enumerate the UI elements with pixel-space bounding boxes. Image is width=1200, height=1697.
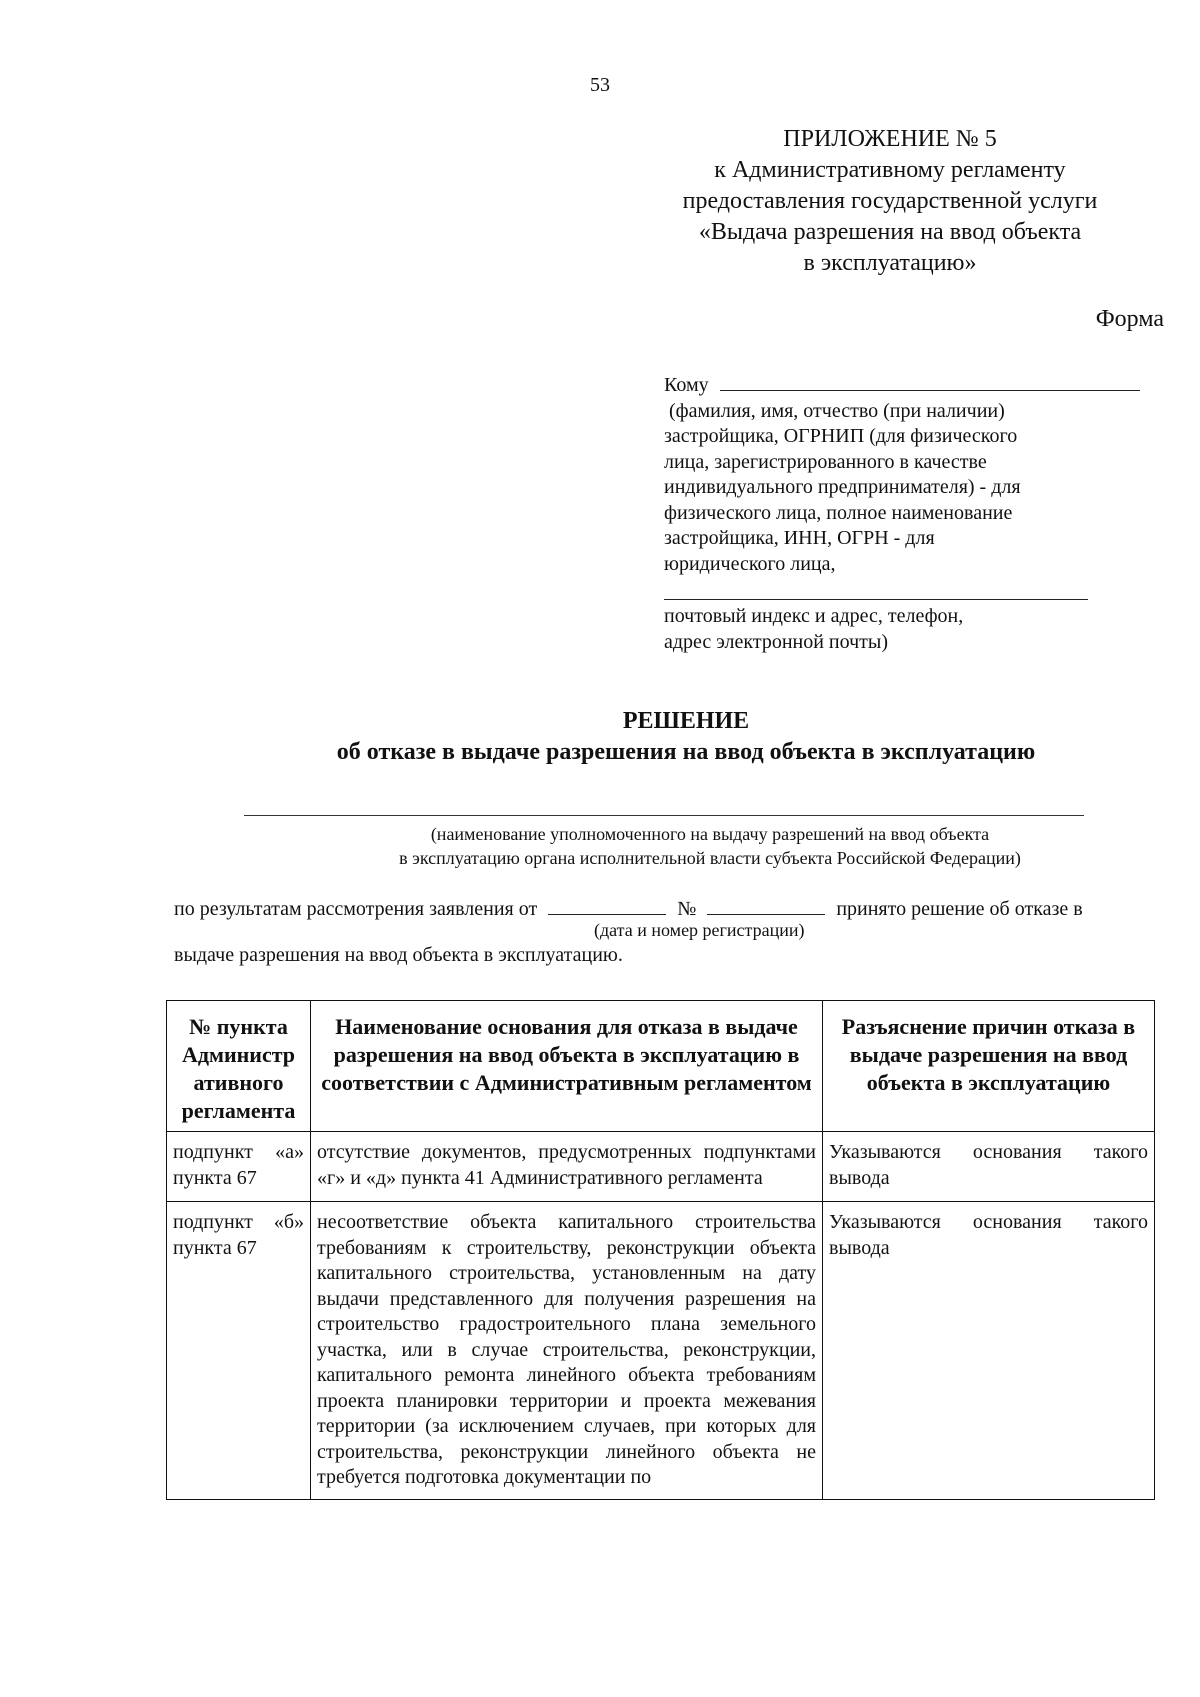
- header-refusal-ground: Наименование основания для отказа в выдаче разрешения на ввод объекта в эксплуатацию в соответствии с Административным регламентом: [311, 1001, 823, 1132]
- statement-caption: (дата и номер регистрации): [594, 920, 805, 940]
- recipient-line: юридического лица,: [664, 552, 836, 575]
- recipient-line: лица, зарегистрированного в качестве: [664, 450, 987, 473]
- date-blank-field: [548, 896, 666, 915]
- statement-part-1: по результатам рассмотрения заявления от: [174, 898, 538, 920]
- recipient-blank-field: [720, 372, 1140, 391]
- table-header-row: [167, 1001, 1155, 1132]
- authority-caption: [340, 822, 1080, 870]
- appendix-line-1: к Административному регламенту: [714, 157, 1066, 183]
- row-ground: отсутствие документов, предусмотренных подпунктами «г» и «д» пункта 41 Административного регламента: [311, 1132, 823, 1202]
- table-row: [167, 1132, 1155, 1202]
- row-item: подпункт «б» пункта 67: [167, 1202, 311, 1500]
- row-explanation: Указываются основания такого вывода: [823, 1132, 1155, 1202]
- number-sign: №: [677, 898, 697, 920]
- recipient-line: застройщика, ОГРНИП (для физического: [664, 425, 1018, 447]
- appendix-header: [640, 124, 1140, 279]
- recipient-line: индивидуального предпринимателя) - для: [664, 476, 1021, 498]
- row-explanation: Указываются основания такого вывода: [823, 1202, 1155, 1500]
- header-explanation: Разъяснение причин отказа в выдаче разрешения на ввод объекта в эксплуатацию: [823, 1001, 1155, 1132]
- table-row: [167, 1202, 1155, 1500]
- row-ground: несоответствие объекта капитального строительства требованиям к строительству, реконструкции объекта капитального строительства, установленным на дату выдачи представленного для получения разрешения на строительство градостроительного плана земельного участка, или в случае строительства, реконструкции, капитального ремонта линейного объекта требованиям проекта планировки территории и проекта межевания территории (за исключением случаев, при которых для строительства, реконструкции линейного объекта не требуется подготовка документации по: [311, 1202, 823, 1500]
- decision-heading: [0, 706, 1200, 768]
- recipient-line: физического лица, полное наименование: [664, 501, 1013, 524]
- authority-caption-line-2: в эксплуатацию органа исполнительной власти субъекта Российской Федерации): [399, 848, 1021, 868]
- recipient-to-line: [664, 372, 1140, 399]
- appendix-line-2: предоставления государственной услуги: [682, 188, 1098, 214]
- recipient-block: [664, 372, 1140, 655]
- address-caption-line: почтовый индекс и адрес, телефон,: [664, 605, 964, 627]
- statement-part-2: принято решение об отказе в: [836, 898, 1083, 920]
- appendix-line-3: «Выдача разрешения на ввод объекта: [698, 219, 1082, 245]
- decision-subtitle: об отказе в выдаче разрешения на ввод объекта в эксплуатацию: [336, 739, 1036, 765]
- number-blank-field: [707, 896, 825, 915]
- recipient-line: (фамилия, имя, отчество (при наличии): [664, 399, 1005, 422]
- appendix-title: ПРИЛОЖЕНИЕ № 5: [783, 126, 997, 152]
- statement-line-1: [174, 896, 1083, 921]
- authority-caption-line-1: (наименование уполномоченного на выдачу разрешений на ввод объекта: [430, 824, 990, 844]
- authority-blank-field: [244, 815, 1084, 816]
- recipient-to-label: Кому: [664, 374, 709, 396]
- appendix-line-4: в эксплуатацию»: [803, 250, 977, 276]
- address-blank-field: [664, 577, 1088, 600]
- statement-line-2: выдаче разрешения на ввод объекта в эксплуатацию.: [174, 944, 623, 966]
- recipient-line: застройщика, ИНН, ОГРН - для: [664, 527, 935, 549]
- address-caption-line: адрес электронной почты): [664, 630, 889, 653]
- decision-title: РЕШЕНИЕ: [622, 708, 750, 734]
- refusal-grounds-table: [166, 1000, 1155, 1500]
- header-item-number: № пункта Администр ативного регламента: [167, 1001, 311, 1132]
- form-label: Форма: [1095, 306, 1164, 332]
- row-item: подпункт «а» пункта 67: [167, 1132, 311, 1202]
- page-number: 53: [590, 74, 610, 96]
